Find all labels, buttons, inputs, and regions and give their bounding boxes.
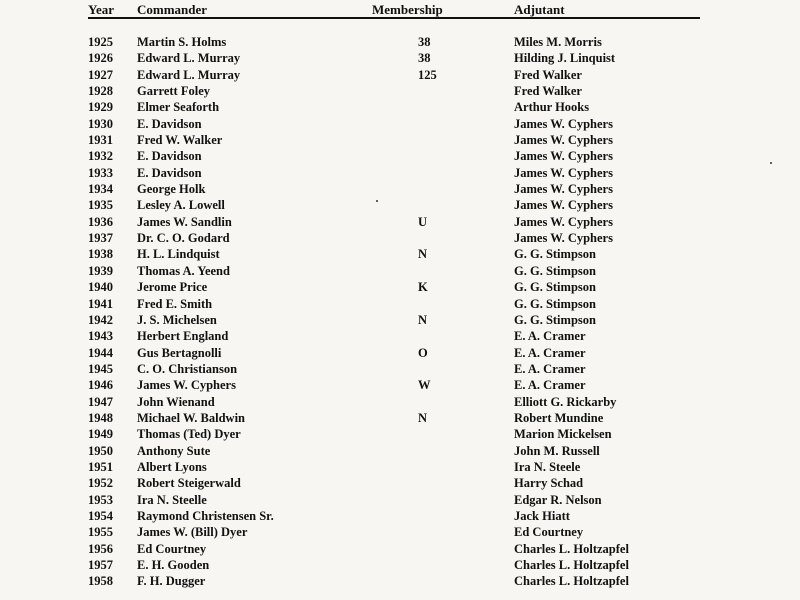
membership-cell: K	[418, 280, 428, 295]
adjutant-cell: James W. Cyphers	[514, 149, 613, 164]
commander-cell: Fred W. Walker	[137, 133, 223, 148]
commander-cell: John Wienand	[137, 394, 215, 409]
commander-cell: James W. (Bill) Dyer	[137, 525, 248, 540]
table-row	[0, 361, 800, 377]
adjutant-cell: James W. Cyphers	[514, 182, 613, 197]
year-cell: 1939	[88, 263, 113, 278]
year-cell: 1927	[88, 67, 113, 82]
table-row	[0, 443, 800, 459]
adjutant-cell: G. G. Stimpson	[514, 280, 596, 295]
table-row	[0, 492, 800, 508]
commander-cell: James W. Cyphers	[137, 378, 236, 393]
commander-cell: Gus Bertagnolli	[137, 345, 222, 360]
table-row	[0, 328, 800, 344]
commander-cell: Martin S. Holms	[137, 35, 227, 49]
table-row	[0, 573, 800, 589]
year-cell: 1943	[88, 329, 113, 344]
commander-cell: E. Davidson	[137, 165, 202, 180]
table-row	[0, 246, 800, 262]
commander-cell: H. L. Lindquist	[137, 247, 220, 262]
commander-cell: Edward L. Murray	[137, 67, 241, 82]
commander-cell: F. H. Dugger	[137, 574, 206, 589]
year-cell: 1930	[88, 116, 113, 131]
commander-cell: Fred E. Smith	[137, 296, 213, 311]
commander-cell: Robert Steigerwald	[137, 476, 241, 491]
year-cell: 1928	[88, 84, 113, 99]
table-row	[0, 394, 800, 410]
commander-cell: J. S. Michelsen	[137, 312, 217, 327]
table-row	[0, 214, 800, 230]
commander-cell: Thomas A. Yeend	[137, 263, 230, 278]
header-membership: Membership	[372, 2, 443, 17]
year-cell: 1955	[88, 525, 113, 540]
table-row	[0, 541, 800, 557]
membership-cell: N	[418, 410, 428, 425]
year-cell: 1945	[88, 361, 113, 376]
table-row	[0, 165, 800, 181]
table-row	[0, 83, 800, 99]
commander-cell: Albert Lyons	[137, 459, 207, 474]
commander-cell: E. Davidson	[137, 149, 202, 164]
year-cell: 1937	[88, 231, 113, 246]
adjutant-cell: James W. Cyphers	[514, 165, 613, 180]
membership-cell: U	[418, 214, 428, 229]
table-row	[0, 345, 800, 361]
table-row	[0, 67, 800, 83]
adjutant-cell: James W. Cyphers	[514, 133, 613, 148]
header-commander: Commander	[137, 2, 208, 17]
year-cell: 1947	[88, 394, 113, 409]
adjutant-cell: Marion Mickelsen	[514, 427, 612, 442]
table-row	[0, 50, 800, 66]
commander-cell: E. H. Gooden	[137, 558, 210, 572]
year-cell: 1944	[88, 345, 113, 360]
commander-cell: George Holk	[137, 182, 206, 197]
year-cell: 1946	[88, 378, 113, 393]
commander-cell: Jerome Price	[137, 280, 208, 295]
year-cell: 1941	[88, 296, 113, 311]
year-cell: 1942	[88, 312, 113, 327]
adjutant-cell: Hilding J. Linquist	[514, 51, 616, 66]
commander-cell: Michael W. Baldwin	[137, 410, 246, 425]
membership-cell: N	[418, 312, 428, 327]
membership-cell: O	[418, 345, 428, 360]
adjutant-cell: Charles L. Holtzapfel	[514, 574, 629, 589]
adjutant-cell: Fred Walker	[514, 67, 582, 82]
adjutant-cell: Miles M. Morris	[514, 35, 602, 49]
year-cell: 1925	[88, 35, 113, 49]
adjutant-cell: John M. Russell	[514, 443, 600, 458]
year-cell: 1936	[88, 214, 113, 229]
table-row	[0, 475, 800, 491]
table-row	[0, 197, 800, 213]
membership-cell: N	[418, 247, 428, 262]
commander-cell: Edward L. Murray	[137, 51, 241, 66]
adjutant-cell: E. A. Cramer	[514, 329, 586, 344]
table-row	[0, 377, 800, 393]
table-row	[0, 34, 800, 50]
table-row	[0, 279, 800, 295]
adjutant-cell: E. A. Cramer	[514, 361, 586, 376]
year-cell: 1929	[88, 100, 113, 115]
adjutant-cell: James W. Cyphers	[514, 198, 613, 213]
table-row	[0, 263, 800, 279]
year-cell: 1957	[88, 558, 113, 572]
adjutant-cell: James W. Cyphers	[514, 231, 613, 246]
table-header	[88, 0, 700, 18]
year-cell: 1932	[88, 149, 113, 164]
adjutant-cell: G. G. Stimpson	[514, 296, 596, 311]
commander-cell: Garrett Foley	[137, 84, 210, 99]
adjutant-cell: Edgar R. Nelson	[514, 492, 602, 507]
table-row	[0, 230, 800, 246]
year-cell: 1935	[88, 198, 113, 213]
membership-cell: W	[418, 378, 431, 393]
header-year: Year	[88, 2, 114, 17]
commander-cell: E. Davidson	[137, 116, 202, 131]
membership-cell: 125	[418, 67, 437, 82]
commander-cell: Elmer Seaforth	[137, 100, 220, 115]
commander-cell: James W. Sandlin	[137, 214, 232, 229]
commander-cell: Raymond Christensen Sr.	[137, 508, 274, 523]
adjutant-cell: E. A. Cramer	[514, 378, 586, 393]
year-cell: 1934	[88, 182, 113, 197]
table-body	[0, 34, 800, 590]
commander-cell: Anthony Sute	[137, 443, 211, 458]
adjutant-cell: Charles L. Holtzapfel	[514, 558, 629, 572]
table-row	[0, 116, 800, 132]
table-row	[0, 426, 800, 442]
table-row	[0, 410, 800, 426]
table-row	[0, 132, 800, 148]
year-cell: 1951	[88, 459, 113, 474]
table-row	[0, 148, 800, 164]
year-cell: 1948	[88, 410, 113, 425]
commander-cell: Ira N. Steelle	[137, 492, 207, 507]
table-row	[0, 296, 800, 312]
table-row	[0, 524, 800, 540]
year-cell: 1938	[88, 247, 113, 262]
adjutant-cell: Jack Hiatt	[514, 508, 570, 523]
year-cell: 1931	[88, 133, 113, 148]
adjutant-cell: E. A. Cramer	[514, 345, 586, 360]
table-row	[0, 181, 800, 197]
year-cell: 1952	[88, 476, 113, 491]
adjutant-cell: Charles L. Holtzapfel	[514, 541, 629, 556]
header-adjutant: Adjutant	[514, 2, 565, 17]
year-cell: 1954	[88, 508, 113, 523]
year-cell: 1950	[88, 443, 113, 458]
adjutant-cell: James W. Cyphers	[514, 214, 613, 229]
membership-cell: 38	[418, 35, 431, 49]
adjutant-cell: Harry Schad	[514, 476, 584, 491]
table-row	[0, 459, 800, 475]
adjutant-cell: G. G. Stimpson	[514, 263, 596, 278]
adjutant-cell: Elliott G. Rickarby	[514, 394, 617, 409]
header-rule	[88, 17, 700, 19]
adjutant-cell: Ed Courtney	[514, 525, 584, 540]
year-cell: 1926	[88, 51, 113, 66]
year-cell: 1940	[88, 280, 113, 295]
year-cell: 1933	[88, 165, 113, 180]
year-cell: 1956	[88, 541, 113, 556]
commander-cell: C. O. Christianson	[137, 361, 238, 376]
commander-cell: Ed Courtney	[137, 541, 207, 556]
membership-cell: 38	[418, 51, 431, 66]
commander-cell: Thomas (Ted) Dyer	[137, 427, 241, 442]
table-row	[0, 508, 800, 524]
table-row	[0, 312, 800, 328]
adjutant-cell: G. G. Stimpson	[514, 312, 596, 327]
table-row	[0, 557, 800, 573]
adjutant-cell: Robert Mundine	[514, 410, 604, 425]
adjutant-cell: Ira N. Steele	[514, 459, 581, 474]
adjutant-cell: G. G. Stimpson	[514, 247, 596, 262]
adjutant-cell: Fred Walker	[514, 84, 582, 99]
year-cell: 1949	[88, 427, 113, 442]
adjutant-cell: Arthur Hooks	[514, 100, 590, 115]
scan-speck	[770, 162, 772, 164]
year-cell: 1953	[88, 492, 113, 507]
scan-speck	[376, 200, 378, 202]
table-row	[0, 99, 800, 115]
commander-cell: Lesley A. Lowell	[137, 198, 225, 213]
commander-cell: Dr. C. O. Godard	[137, 231, 230, 246]
commander-cell: Herbert England	[137, 329, 229, 344]
year-cell: 1958	[88, 574, 113, 589]
adjutant-cell: James W. Cyphers	[514, 116, 613, 131]
